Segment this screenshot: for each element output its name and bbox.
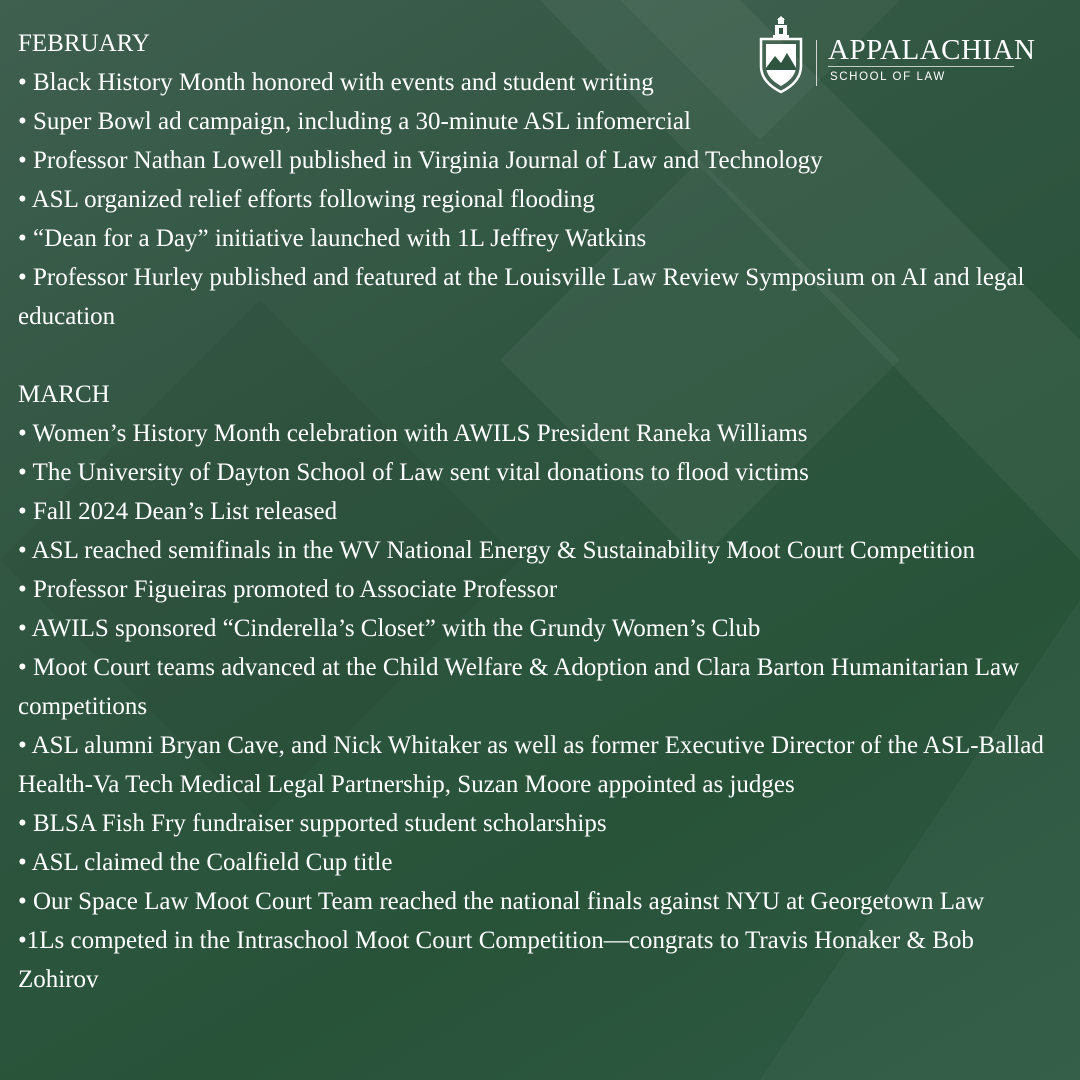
list-item: • ASL alumni Bryan Cave, and Nick Whitaker as well as former Executive Director of the ASL-Ballad Health-Va Tech Medical Legal Partnership, Suzan Moore appointed as judges <box>18 732 1044 798</box>
list-item: • Super Bowl ad campaign, including a 30-minute ASL infomercial <box>18 108 691 135</box>
list-item: • Women’s History Month celebration with AWILS President Raneka Williams <box>18 420 808 447</box>
list-item: • Professor Nathan Lowell published in Virginia Journal of Law and Technology <box>18 147 823 174</box>
list-item: • Professor Hurley published and featured at the Louisville Law Review Symposium on AI and legal education <box>18 264 1025 330</box>
list-item: • ASL claimed the Coalfield Cup title <box>18 849 393 876</box>
list-item: • Moot Court teams advanced at the Child Welfare & Adoption and Clara Barton Humanitarian Law competitions <box>18 654 1020 720</box>
list-item: • Our Space Law Moot Court Team reached the national finals against NYU at Georgetown Law <box>18 888 985 915</box>
highlights-list <box>18 24 1058 999</box>
list-item: • ASL reached semifinals in the WV National Energy & Sustainability Moot Court Competition <box>18 537 976 564</box>
march-section <box>18 375 1058 999</box>
logo-name: APPALACHIAN <box>828 34 1036 66</box>
list-item: • AWILS sponsored “Cinderella’s Closet” with the Grundy Women’s Club <box>18 615 761 642</box>
list-item: • Professor Figueiras promoted to Associate Professor <box>18 576 558 603</box>
list-item: • The University of Dayton School of Law sent vital donations to flood victims <box>18 459 809 486</box>
list-item: • Fall 2024 Dean’s List released <box>18 498 338 525</box>
list-item: •1Ls competed in the Intraschool Moot Court Competition—congrats to Travis Honaker & Bob Zohirov <box>18 927 974 993</box>
list-item: • “Dean for a Day” initiative launched with 1L Jeffrey Watkins <box>18 225 647 252</box>
list-item: • ASL organized relief efforts following regional flooding <box>18 186 595 213</box>
list-item: • BLSA Fish Fry fundraiser supported student scholarships <box>18 810 607 837</box>
logo-subtitle: SCHOOL OF LAW <box>830 71 946 83</box>
list-item: • Black History Month honored with events and student writing <box>18 69 654 96</box>
month-heading: FEBRUARY <box>18 30 150 57</box>
month-heading: MARCH <box>18 381 110 408</box>
february-section <box>18 24 1058 336</box>
section-spacer <box>18 336 1058 375</box>
